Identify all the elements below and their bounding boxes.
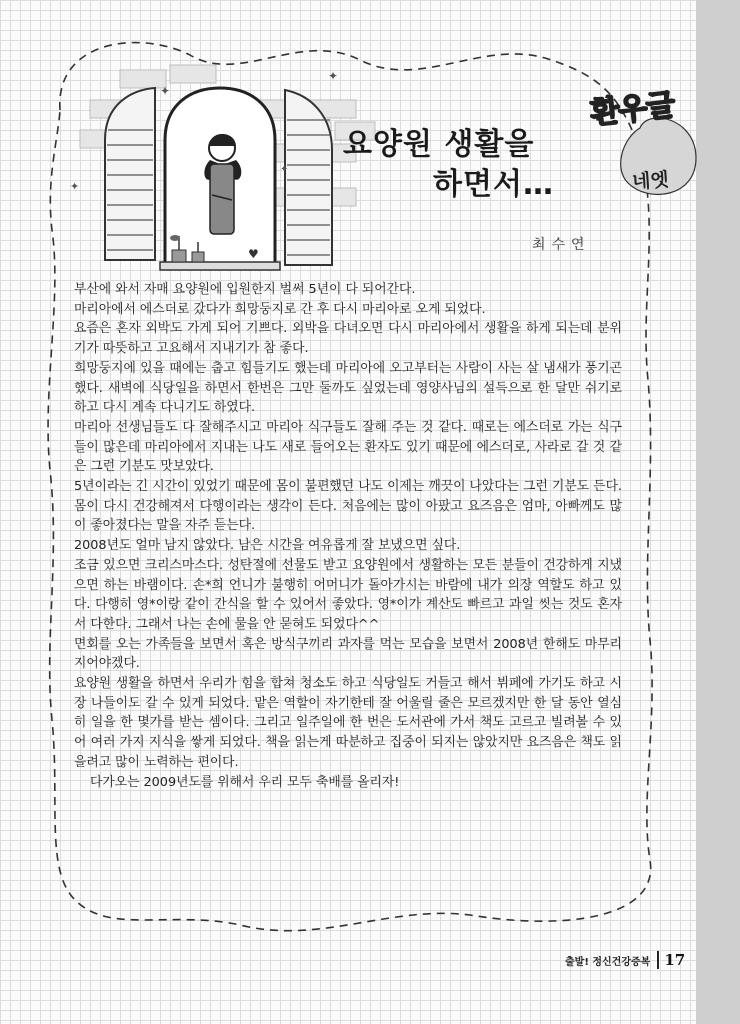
svg-text:✦: ✦ [328, 69, 339, 83]
article-title [343, 125, 583, 205]
section-label: 환우글 [588, 87, 676, 132]
paragraph: 5년이라는 긴 시간이 있었기 때문에 몸이 불편했던 나도 이제는 깨끗이 나았다는 그런 기분도 든다. 몸이 다시 건강해져서 다행이라는 생각이 든다. 처음에는 많이 아팠고 요즈음은 엄마, 아빠께도 많이 좋아졌다는 말을 자주 듣는다. [74, 479, 622, 534]
title-line-1: 요양원 생활을 [343, 127, 535, 162]
title-line-2: 하면서… [433, 167, 554, 202]
paragraph: 마리아 선생님들도 다 잘해주시고 마리아 식구들도 잘해 주는 것 같다. 때로는 에스더로 가는 식구들이 많은데 마리아에서 지내는 나도 새로 들어오는 환자도 있기 때문에 에스더로, 사라로 갈 것 같은 그런 기분도 맛보았다. [74, 419, 622, 475]
page-number: 17 [664, 951, 686, 969]
section-badge [588, 78, 698, 218]
paragraph: 부산에 와서 자매 요양원에 입원한지 벌써 5년이 다 되어간다. [74, 282, 416, 297]
author-name: 최수연 [532, 237, 591, 253]
series-title: 출발! 정신건강증복 [565, 956, 651, 968]
paragraph: 희망둥지에 있을 때에는 춥고 힘들기도 했는데 마리아에 오고부터는 사람이 사는 살 냄새가 풍기곤 했다. 새벽에 식당일을 하면서 한번은 그만 둘까도 싶었는데 영양사님의 설득으로 한 달만 쉬기로 하고 다시 계속 다니기도 하였다. [74, 360, 622, 416]
svg-text:♥: ♥ [248, 247, 259, 261]
paragraph: 요즘은 혼자 외박도 가게 되어 기쁘다. 외박을 다녀오면 다시 마리아에서 생활을 하게 되는데 분위기가 따뜻하고 고요해서 지내기가 참 좋다. [74, 321, 622, 357]
article-body [74, 280, 622, 792]
paragraph: 마리아에서 에스더로 갔다가 희망둥지로 간 후 다시 마리아로 오게 되었다. [74, 301, 486, 317]
paragraph: 면회를 오는 가족들을 보면서 혹은 방식구끼리 과자를 먹는 모습을 보면서 2008년 한해도 마무리 지어야겠다. [74, 636, 622, 672]
paragraph: 요양원 생활을 하면서 우리가 힘을 합쳐 청소도 하고 식당일도 거들고 해서 뷔페에 가기도 하고 시장 나들이도 갈 수 있게 되었다. 맡은 역할이 자기한테 잘 어울릴 줄은 모르겠지만 한 달 동안 열심히 일을 한 몇가를 받는 셈이다. 그리고 일주일에 한 번은 도서관에 가서 책도 고르고 빌려볼 수 있어 여러 가지 지식을 쌓게 되었다. 책을 읽는게 따분하고 집중이 되지는 않았지만 요즈음은 책도 읽을려고 많이 노력하는 편이다. [74, 676, 622, 770]
paragraph: 다가오는 2009년도를 위해서 우리 모두 축배를 올리자! [90, 774, 400, 790]
svg-text:✦: ✦ [160, 84, 171, 98]
window-illustration [60, 60, 390, 280]
svg-text:✦: ✦ [70, 180, 80, 193]
paragraph: 조금 있으면 크리스마스다. 성탄절에 선물도 받고 요양원에서 생활하는 모든 분들이 건강하게 지냈으면 하는 바램이다. 손*희 언니가 불행히 어머니가 돌아가시는 바람에 내가 의장 역할도 하고 있다. 다행히 영*이랑 같이 간식을 할 수 있어서 좋았다. 영*이가 계산도 빠르고 과일 씻는 것도 혼자서 다한다. 그래서 나는 손에 물을 안 묻혀도 되었다^^ [74, 557, 622, 632]
issue-number-label: 네엣 [631, 168, 670, 194]
page-footer [565, 948, 685, 972]
footer-divider [657, 951, 659, 969]
paragraph: 2008년도 얼마 남지 않았다. 남은 시간을 여유롭게 잘 보냈으면 싶다. [74, 538, 461, 554]
svg-text:✦: ✦ [280, 164, 289, 175]
